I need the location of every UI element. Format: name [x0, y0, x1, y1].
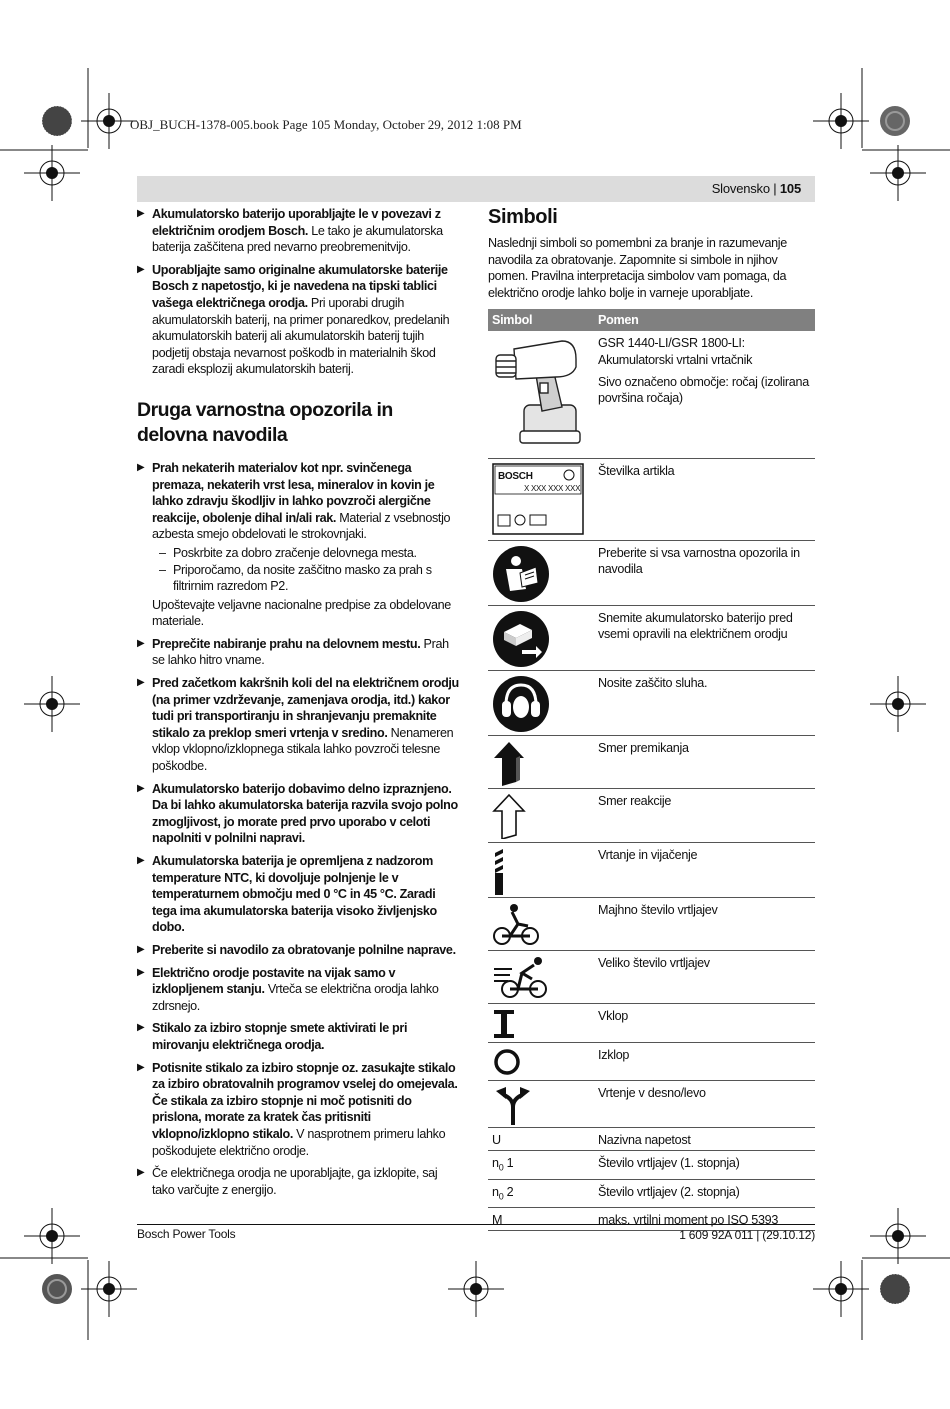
right-column — [488, 206, 815, 1231]
safety-item — [137, 262, 462, 378]
meaning-cell: Smer reakcije — [594, 788, 815, 842]
table-row — [488, 605, 815, 670]
safety-item-text: Le tako je akumulatorska baterija zaščitena pred nevarno preobremenitvijo. — [152, 223, 443, 255]
remove-battery-icon — [492, 610, 550, 668]
dust-note: Upoštevajte veljavne nacionalne predpise za obdelovane materiale. — [152, 597, 451, 629]
safety-item — [137, 1020, 462, 1053]
meaning-cell: Izklop — [594, 1042, 815, 1080]
symbols-table — [488, 309, 815, 1231]
safety-item-text: Če električnega orodja ne uporabljajte, ga izklopite, saj tako varčujte z energijo. — [152, 1166, 438, 1197]
meaning-cell: Smer premikanja — [594, 735, 815, 788]
safety-item-bold: Uporabljajte samo originalne akumulatorske baterije Bosch z napetostjo, ki je navedena na tipski tablici vašega električnega orodja. — [152, 262, 448, 310]
meaning-cell: Majhno število vrtljajev — [594, 897, 815, 950]
drill-bit-icon — [492, 847, 512, 895]
meaning-cell: Vklop — [594, 1003, 815, 1042]
table-row — [488, 540, 815, 605]
safety-item — [137, 1060, 462, 1160]
nameplate-brand: BOSCH — [498, 470, 533, 482]
bullet-triangle-icon: ▶ — [137, 208, 145, 219]
safety-item-bold: Električno orodje postavite na vijak samo v izklopljenem stanju. — [152, 965, 396, 997]
bullet-triangle-icon: ▶ — [137, 1167, 145, 1179]
left-column — [137, 206, 462, 1204]
column-header-meaning: Pomen — [594, 309, 815, 331]
symbols-intro: Naslednji simboli so pomembni za branje in razumevanje navodila za obratovanje. Zapomnite si simbole in njihov pomen. Pravilna interpretacija simbolov vam pomaga, da električno orodje lahko bolje in varneje uporabljate. — [488, 236, 787, 300]
meaning-cell: Vrtanje in vijačenje — [594, 842, 815, 897]
table-row — [488, 1127, 815, 1151]
nameplate-number: X XXX XXX XXX — [524, 483, 581, 493]
meaning-cell: Nosite zaščito sluha. — [594, 670, 815, 735]
dash-item-text: Priporočamo, da nosite zaščitno masko za prah s filtrirnim razredom P2. — [173, 562, 432, 594]
safety-item — [137, 206, 462, 256]
table-row — [488, 331, 815, 458]
meaning-cell: Število vrtljajev (1. stopnja) — [594, 1151, 815, 1179]
bullet-triangle-icon: ▶ — [137, 1061, 145, 1073]
table-row — [488, 670, 815, 735]
column-header-symbol: Simbol — [488, 309, 594, 331]
meaning-cell: Nazivna napetost — [594, 1127, 815, 1151]
safety-item-bold: Stikalo za izbiro stopnje smete aktivirati le pri mirovanju električnega orodja. — [152, 1021, 408, 1052]
ear-protection-icon — [492, 675, 550, 733]
table-row — [488, 1179, 815, 1207]
table-row — [488, 458, 815, 540]
drill-meaning-model: GSR 1440-LI/GSR 1800-LI: Akumulatorski vrtalni vrtačnik — [598, 336, 753, 367]
meaning-cell: Preberite si vsa varnostna opozorila in navodila — [594, 540, 815, 605]
bullet-triangle-icon: ▶ — [137, 943, 145, 955]
symbol-cell: M — [488, 1207, 594, 1231]
bullet-triangle-icon: ▶ — [137, 677, 145, 689]
meaning-cell: Vrtenje v desno/levo — [594, 1080, 815, 1127]
on-symbol-icon — [492, 1008, 518, 1040]
table-row — [488, 842, 815, 897]
safety-item-text: Nenameren vklop vklopno/izklopnega stikala lahko povzroči telesne poškodbe. — [152, 725, 454, 774]
language-label: Slovensko — [711, 181, 770, 196]
header-separator: | — [769, 181, 780, 196]
symbols-heading: Simboli — [488, 206, 558, 228]
table-row — [488, 897, 815, 950]
bullet-triangle-icon: ▶ — [137, 461, 145, 473]
crop-line: OBJ_BUCH-1378-005.book Page 105 Monday, October 29, 2012 1:08 PM — [130, 117, 522, 132]
safety-item — [137, 675, 462, 775]
safety-item-text: V nasprotnem primeru lahko poškodujete električno orodje. — [152, 1126, 446, 1158]
meaning-cell: Število vrtljajev (2. stopnja) — [594, 1179, 815, 1207]
bullet-triangle-icon: ▶ — [137, 855, 145, 866]
safety-item-bold: Akumulatorsko baterijo uporabljajte le v povezavi z električnim orodjem Bosch. — [152, 207, 441, 238]
page-number: 105 — [779, 181, 801, 196]
meaning-cell: Snemite akumulatorsko baterijo pred vsemi opravili na električnem orodju — [594, 605, 815, 670]
table-row — [488, 1080, 815, 1127]
meaning-cell: maks. vrtilni moment po ISO 5393 — [594, 1207, 815, 1231]
drill-meaning-grip: Sivo označeno območje: ročaj (izolirana površina ročaja) — [598, 374, 809, 406]
outline-arrow-icon — [492, 793, 526, 839]
safety-item — [137, 781, 462, 847]
safety-item-bold: Prah nekaterih materialov kot npr. svinčenega premaza, nekaterih vrst lesa, mineralov in kovin je lahko zdravju škodljiv in lahko povzroči alergične reakcije, obolenje dihal in/ali rak. — [152, 460, 435, 525]
table-row — [488, 1003, 815, 1042]
fast-cyclist-icon — [492, 955, 552, 1001]
bullet-triangle-icon: ▶ — [137, 1022, 145, 1034]
safety-item-bold: Preprečite nabiranje prahu na delovnem mestu. — [152, 636, 421, 651]
read-manual-icon — [492, 545, 550, 603]
slow-cyclist-icon — [492, 902, 540, 948]
cordless-drill-icon — [492, 335, 582, 453]
bullet-triangle-icon: ▶ — [137, 782, 145, 794]
safety-item-bold: Preberite si navodilo za obratovanje polnilne naprave. — [152, 942, 456, 957]
safety-item — [137, 1165, 462, 1198]
safety-item — [137, 942, 462, 959]
rotation-direction-icon — [492, 1085, 534, 1125]
safety-item — [137, 965, 462, 1015]
table-row — [488, 788, 815, 842]
symbol-cell: $n_0$ 2 — [488, 1179, 594, 1207]
header-bar — [137, 176, 815, 202]
safety-item-text: Pri uporabi drugih akumulatorskih baterij, na primer ponaredkov, predelanih akumulatorskih baterij ali akumulatorskih baterij tujih podjetij obstaja nevarnost poškodb in materialnih škod zaradi eksplozij akumulatorskih baterij. — [152, 295, 450, 377]
bullet-triangle-icon: ▶ — [137, 966, 145, 978]
safety-item — [137, 853, 462, 936]
safety-item-bold: Akumulatorska baterija je opremljena z nadzorom temperature NTC, ki dovoljuje polnjenje le v temperaturnem območju med 0 °C in 45 °C. Zaradi tega ima akumulatorska baterija visoko življenjsko dobo. — [152, 854, 437, 935]
symbol-cell: U — [488, 1127, 594, 1151]
table-row — [488, 735, 815, 788]
safety-item-text: Prah se lahko hitro vname. — [152, 636, 449, 668]
safety-item-bold: Akumulatorsko baterijo dobavimo delno izpraznjeno. Da bi lahko akumulatorska baterija razvila svojo polno zmogljivost, jo morate pred prvo uporabo v celoti napolniti v polnilni napravi. — [152, 781, 458, 846]
safety-item-bold: Potisnite stikalo za izbiro stopnje oz. zasukajte stikalo za izbiro obratovalnih programov vselej do omejevala. Če stikala za izbiro stopnje ni moč potisniti do prislona, morate za kratek čas pritisniti vklopno/izklopno stikalo. — [152, 1060, 458, 1141]
bullet-triangle-icon: ▶ — [137, 637, 145, 649]
safety-item — [137, 636, 462, 669]
safety-item — [137, 460, 462, 543]
solid-arrow-icon — [492, 740, 526, 786]
dash-item: – Priporočamo, da nosite zaščitno masko za prah s filtrirnim razredom P2. — [159, 562, 432, 594]
table-header-row — [488, 309, 815, 331]
section-heading: Druga varnostna opozorila in delovna navodila — [137, 398, 393, 446]
page-footer — [137, 1224, 815, 1241]
table-row — [488, 950, 815, 1003]
footer-doc-number: 1 609 92A 011 | (29.10.12) — [679, 1228, 815, 1242]
symbol-cell: $n_0$ 1 — [488, 1151, 594, 1179]
running-head — [712, 181, 801, 196]
footer-publisher: Bosch Power Tools — [137, 1227, 236, 1241]
bullet-triangle-icon: ▶ — [137, 263, 145, 275]
safety-item-text: Material z vsebnostjo azbesta smejo obdelovati le strokovnjaki. — [152, 510, 451, 542]
safety-item-bold: Pred začetkom kakršnih koli del na električnem orodju (na primer vzdrževanje, zamenjava orodja, itd.) kakor tudi pri transportiranju in shranjevanju premaknite stikalo za preklop smeri vrtenja v sredino. — [152, 676, 459, 740]
meaning-cell: Številka artikla — [594, 458, 815, 540]
meaning-cell: Veliko število vrtljajev — [594, 950, 815, 1003]
off-symbol-icon — [492, 1047, 522, 1077]
dash-item-text: Poskrbite za dobro zračenje delovnega mesta. — [173, 545, 417, 560]
nameplate-icon — [492, 463, 584, 535]
safety-item-text: Vrteča se električna orodja lahko zdrsnejo. — [152, 982, 439, 1013]
table-row — [488, 1151, 815, 1179]
table-row — [488, 1042, 815, 1080]
dash-item: – Poskrbite za dobro zračenje delovnega mesta. — [159, 545, 417, 560]
